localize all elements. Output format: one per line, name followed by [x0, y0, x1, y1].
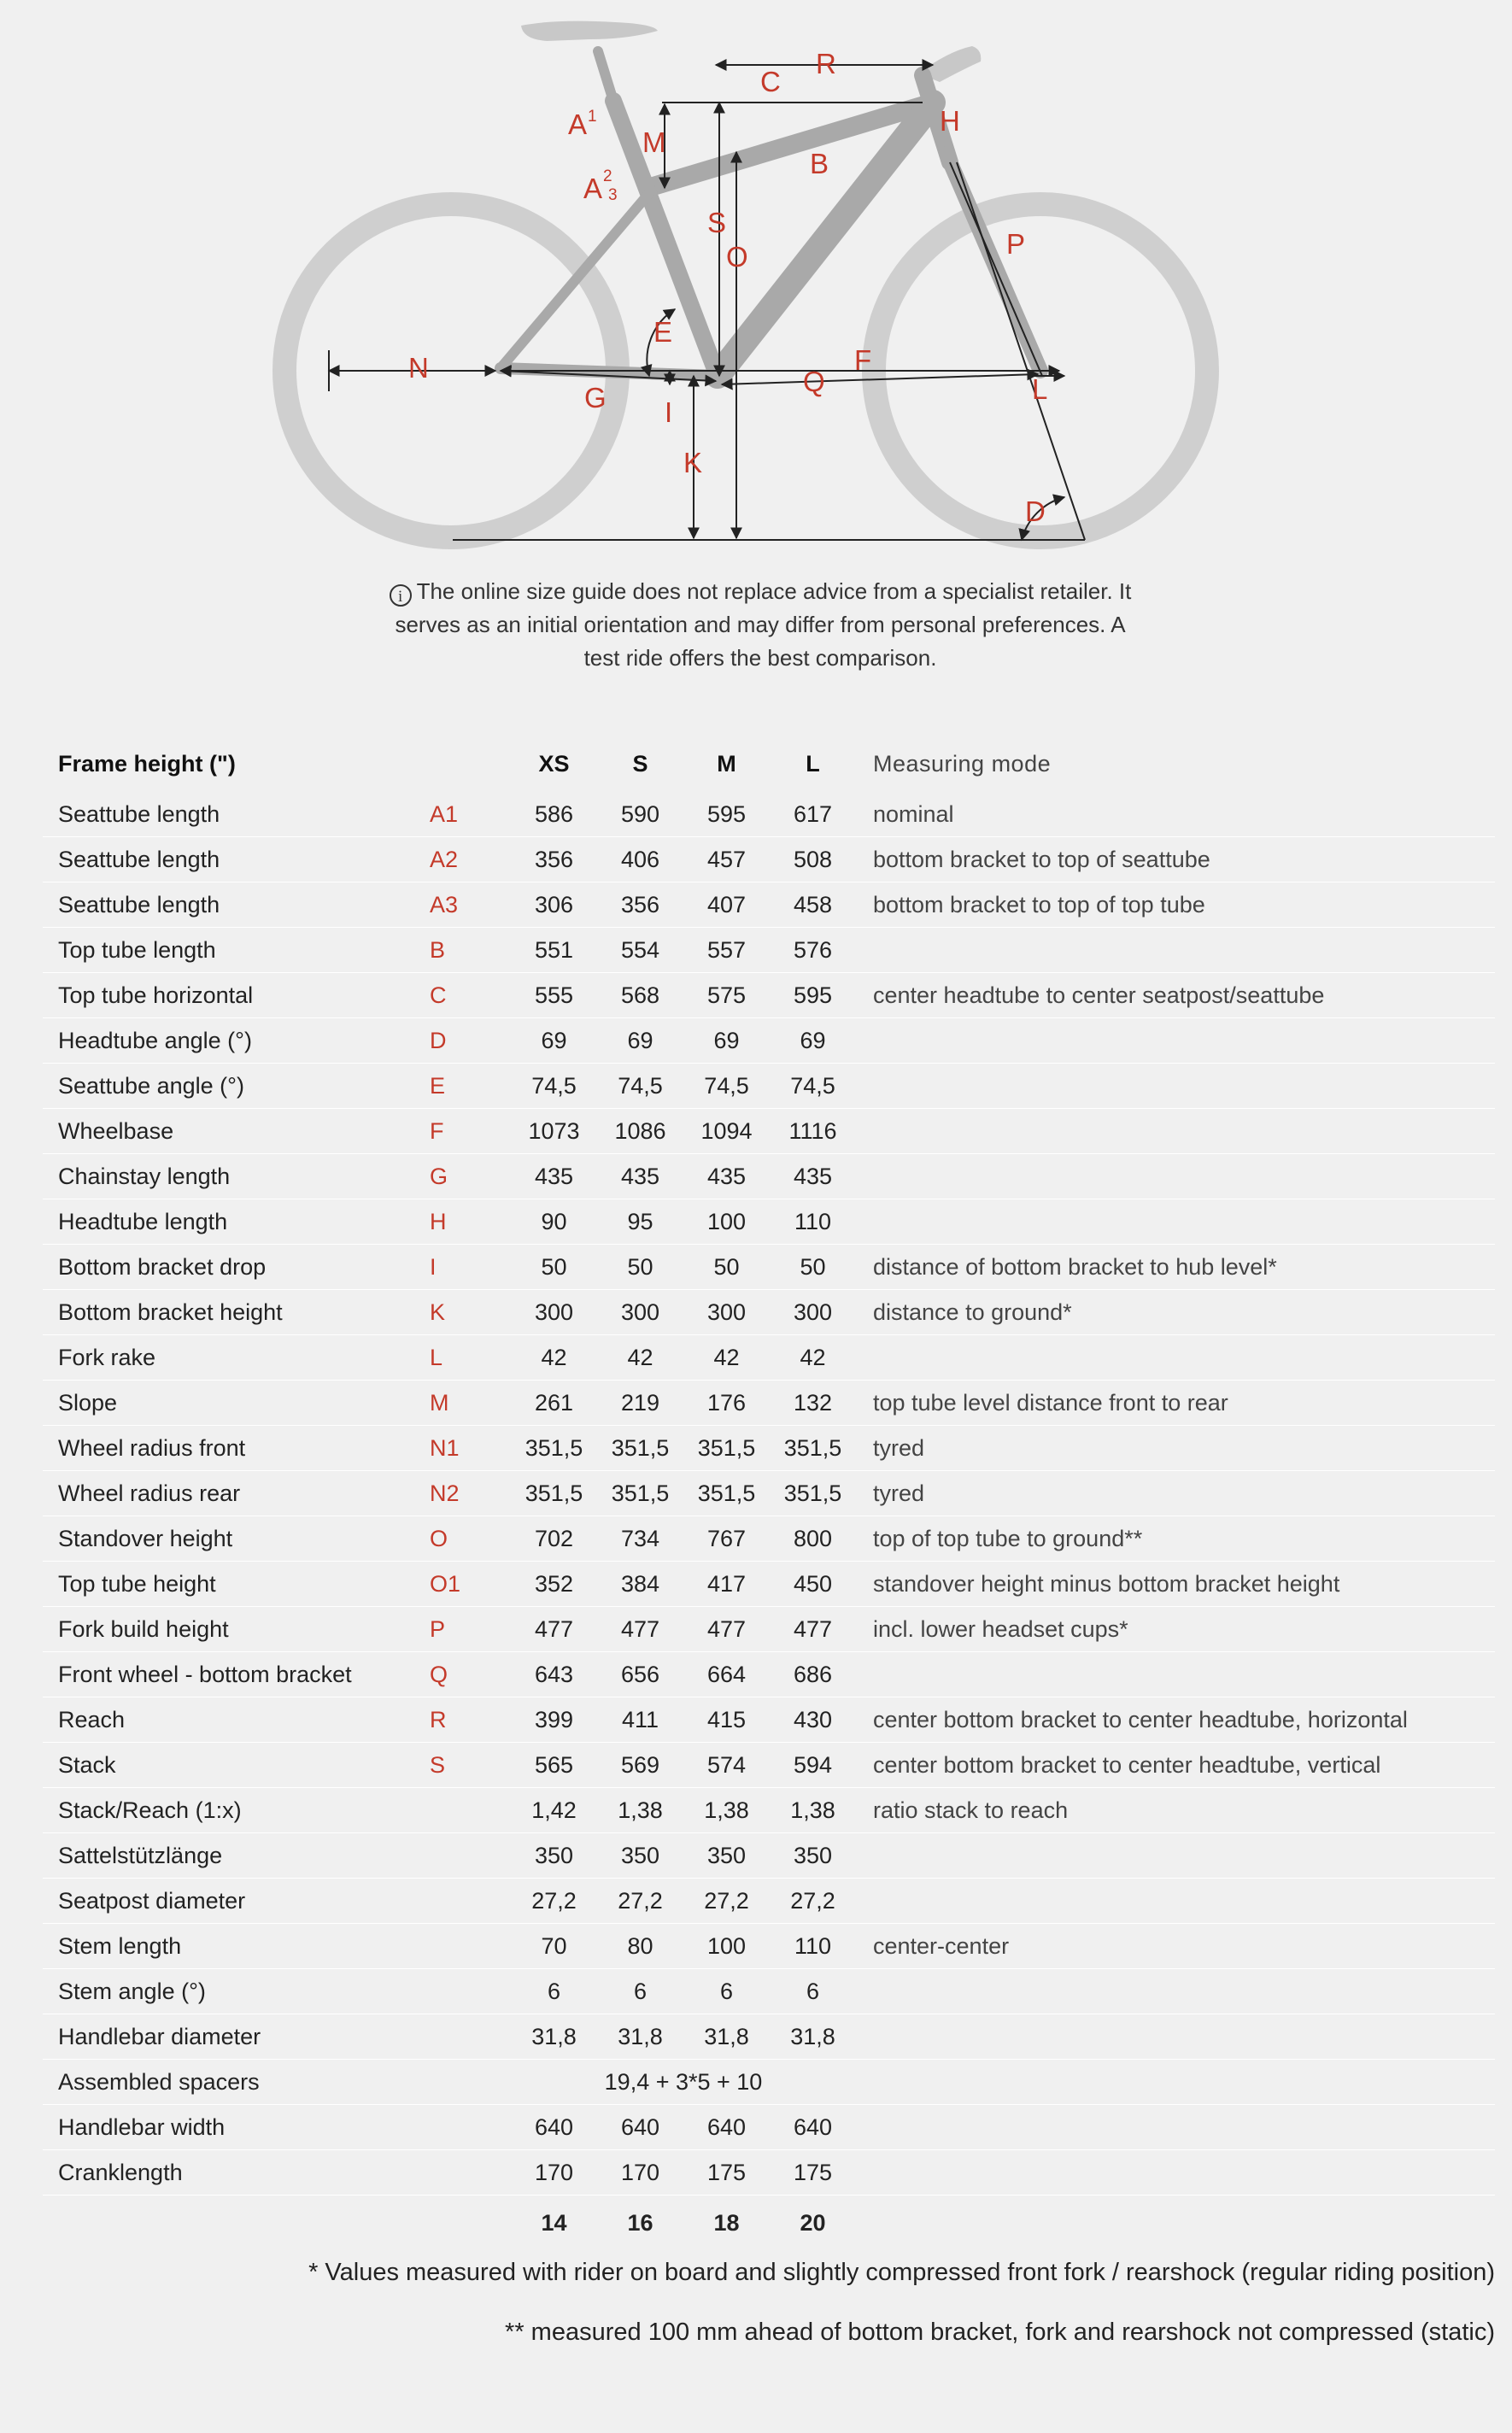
row-value-m: 50	[713, 1253, 740, 1280]
row-value-s: 590	[620, 800, 660, 827]
table-row	[43, 1154, 1495, 1199]
row-code: P	[430, 1615, 446, 1642]
table-row	[43, 1426, 1495, 1471]
row-name: Front wheel - bottom bracket	[58, 1661, 352, 1687]
table-row	[43, 1652, 1495, 1697]
label-F: F	[854, 344, 872, 376]
row-code: A3	[430, 891, 459, 918]
row-value-s: 351,5	[611, 1480, 670, 1506]
row-measuring-mode	[856, 1109, 1495, 1154]
row-value-xs: 90	[541, 1208, 567, 1234]
row-value-m: 6	[719, 1978, 734, 2004]
row-name: Fork build height	[58, 1615, 229, 1642]
row-measuring-mode	[856, 1833, 1495, 1879]
row-value-xs: 477	[534, 1615, 574, 1642]
saddle	[521, 21, 658, 41]
table-row	[43, 1199, 1495, 1245]
row-value-xs: 1073	[528, 1117, 580, 1144]
row-value-m: 407	[706, 891, 747, 918]
row-value-l: 435	[793, 1163, 833, 1189]
row-code: G	[430, 1163, 448, 1189]
row-value-s: 170	[620, 2159, 660, 2185]
row-measuring-mode	[856, 1064, 1495, 1109]
table-row	[43, 837, 1495, 882]
header-code	[430, 736, 511, 792]
row-name: Slope	[58, 1389, 118, 1416]
row-value-m: 350	[706, 1842, 747, 1868]
row-value-m: 767	[706, 1525, 747, 1551]
row-name: Wheel radius front	[58, 1434, 246, 1461]
row-measuring-mode: standover height minus bottom bracket height	[873, 1570, 1340, 1597]
table-row	[43, 1471, 1495, 1516]
row-measuring-mode	[856, 2105, 1495, 2150]
row-value-l: 42	[800, 1344, 826, 1370]
row-value-m: 27,2	[704, 1887, 749, 1914]
label-M: M	[642, 126, 666, 158]
table-row	[43, 792, 1495, 837]
row-value-xs: 435	[534, 1163, 574, 1189]
label-A23-sup2: 2	[603, 167, 612, 185]
row-code: I	[430, 1253, 437, 1280]
table-row	[43, 2105, 1495, 2150]
row-value-xs: 306	[534, 891, 574, 918]
row-value-xs: 551	[534, 936, 574, 963]
table-header-row	[43, 736, 1495, 792]
row-value-m: 351,5	[697, 1480, 756, 1506]
row-value-s: 27,2	[618, 1887, 663, 1914]
size-guide-notice	[376, 575, 1145, 675]
row-value-xs: 170	[534, 2159, 574, 2185]
row-measuring-mode: top of top tube to ground**	[873, 1525, 1143, 1551]
row-value-m: 69	[713, 1027, 740, 1053]
row-name: Stem angle (°)	[58, 1978, 206, 2004]
row-value-l: 508	[793, 846, 833, 872]
row-value-s: 640	[620, 2113, 660, 2140]
table-row	[43, 1109, 1495, 1154]
row-value-s: 569	[620, 1751, 660, 1778]
row-value-m: 1094	[700, 1117, 753, 1144]
row-value-xs: 42	[541, 1344, 567, 1370]
row-value-xs: 50	[541, 1253, 567, 1280]
label-I: I	[665, 396, 673, 428]
footer-empty-mode	[856, 2196, 1495, 2251]
table-row	[43, 1879, 1495, 1924]
row-name: Fork rake	[58, 1344, 156, 1370]
notice-text: The online size guide does not replace advice from a specialist retailer. It serves as an initial orientation and may differ from personal preferences. A test ride offers the best comparison.	[395, 578, 1132, 671]
table-row	[43, 1607, 1495, 1652]
row-value-l: 350	[793, 1842, 833, 1868]
row-value-m: 415	[706, 1706, 747, 1732]
label-C: C	[760, 66, 781, 97]
label-H: H	[940, 105, 960, 137]
row-value-xs: 351,5	[525, 1434, 583, 1461]
row-value-m: 175	[706, 2159, 747, 2185]
row-value-s: 1,38	[618, 1797, 663, 1823]
row-value-xs: 352	[534, 1570, 574, 1597]
row-name: Headtube length	[58, 1208, 228, 1234]
row-value-m: 31,8	[704, 2023, 749, 2049]
row-name: Chainstay length	[58, 1163, 231, 1189]
row-value-xs: 640	[534, 2113, 574, 2140]
label-N: N	[408, 352, 429, 384]
row-measuring-mode: tyred	[873, 1434, 925, 1461]
row-name: Top tube horizontal	[58, 982, 254, 1008]
row-measuring-mode: center-center	[873, 1932, 1010, 1959]
row-value-s: 656	[620, 1661, 660, 1687]
footer-size-l: 20	[800, 2209, 826, 2236]
table-row	[43, 2014, 1495, 2060]
table-row	[43, 1381, 1495, 1426]
table-row	[43, 882, 1495, 928]
label-P: P	[1006, 228, 1026, 260]
row-measuring-mode	[856, 2150, 1495, 2196]
header-measuring-mode: Measuring mode	[873, 750, 1052, 777]
row-value-xs: 70	[541, 1932, 567, 1959]
footnote-rider-on-board: * Values measured with rider on board and slightly compressed front fork / rearshock (regular riding position)	[308, 2259, 1495, 2286]
label-B: B	[810, 148, 829, 179]
row-name: Handlebar width	[58, 2113, 226, 2140]
row-measuring-mode: top tube level distance front to rear	[873, 1389, 1228, 1416]
row-value-s: 95	[627, 1208, 653, 1234]
row-value-s: 477	[620, 1615, 660, 1642]
row-value-m: 575	[706, 982, 747, 1008]
table-row	[43, 1245, 1495, 1290]
row-measuring-mode	[856, 1335, 1495, 1381]
row-measuring-mode	[856, 1018, 1495, 1064]
label-S: S	[707, 207, 727, 238]
row-value-xs: 565	[534, 1751, 574, 1778]
row-value-xs: 702	[534, 1525, 574, 1551]
row-measuring-mode	[856, 1652, 1495, 1697]
row-name: Assembled spacers	[58, 2068, 260, 2095]
row-value-xs: 69	[541, 1027, 567, 1053]
footer-size-xs: 14	[541, 2209, 567, 2236]
row-name: Headtube angle (°)	[58, 1027, 252, 1053]
row-name: Seatpost diameter	[58, 1887, 246, 1914]
label-A23: A	[583, 173, 603, 204]
table-row	[43, 1969, 1495, 2014]
row-span-value: 19,4 + 3*5 + 10	[604, 2068, 763, 2095]
footer-size-m: 18	[713, 2209, 740, 2236]
row-value-m: 417	[706, 1570, 747, 1597]
row-name: Seattube angle (°)	[58, 1072, 244, 1099]
row-value-l: 110	[794, 1932, 832, 1959]
row-value-m: 42	[713, 1344, 740, 1370]
label-K: K	[683, 447, 703, 478]
row-value-s: 300	[620, 1299, 660, 1325]
row-code: R	[430, 1706, 447, 1732]
row-measuring-mode: nominal	[873, 800, 954, 827]
row-measuring-mode: bottom bracket to top of seattube	[873, 846, 1210, 872]
row-value-s: 6	[633, 1978, 648, 2004]
row-code	[430, 2060, 511, 2105]
row-code: O	[430, 1525, 448, 1551]
label-R: R	[816, 48, 836, 79]
row-value-s: 351,5	[611, 1434, 670, 1461]
row-code: N1	[430, 1434, 460, 1461]
row-code	[430, 2105, 511, 2150]
table-row	[43, 1290, 1495, 1335]
row-value-xs: 31,8	[531, 2023, 577, 2049]
row-code	[430, 1969, 511, 2014]
row-code: D	[430, 1027, 447, 1053]
row-value-l: 69	[800, 1027, 826, 1053]
row-code	[430, 1879, 511, 1924]
row-value-l: 595	[793, 982, 833, 1008]
row-value-s: 435	[620, 1163, 660, 1189]
row-value-l: 576	[793, 936, 833, 963]
row-measuring-mode: ratio stack to reach	[873, 1797, 1069, 1823]
table-row	[43, 1743, 1495, 1788]
footer-empty-code	[430, 2196, 511, 2251]
row-name: Top tube height	[58, 1570, 216, 1597]
label-Q: Q	[803, 366, 825, 397]
row-value-l: 800	[793, 1525, 833, 1551]
row-code	[430, 1833, 511, 1879]
table-row	[43, 1562, 1495, 1607]
row-value-xs: 586	[534, 800, 574, 827]
table-row	[43, 1788, 1495, 1833]
row-value-xs: 1,42	[531, 1797, 577, 1823]
row-code: F	[430, 1117, 444, 1144]
row-value-l: 594	[793, 1751, 833, 1778]
row-code	[430, 2150, 511, 2196]
row-code: O1	[430, 1570, 461, 1597]
row-code: A1	[430, 800, 459, 827]
row-measuring-mode: bottom bracket to top of top tube	[873, 891, 1205, 918]
row-value-xs: 356	[534, 846, 574, 872]
row-value-m: 640	[706, 2113, 747, 2140]
row-name: Wheel radius rear	[58, 1480, 241, 1506]
row-value-l: 617	[793, 800, 833, 827]
row-value-l: 31,8	[790, 2023, 835, 2049]
row-measuring-mode: incl. lower headset cups*	[873, 1615, 1128, 1642]
row-value-xs: 351,5	[525, 1480, 583, 1506]
row-code	[430, 2014, 511, 2060]
row-name: Cranklength	[58, 2159, 183, 2185]
row-code: Q	[430, 1661, 448, 1687]
row-name: Standover height	[58, 1525, 233, 1551]
table-row	[43, 1064, 1495, 1109]
row-value-s: 74,5	[618, 1072, 663, 1099]
row-value-s: 384	[620, 1570, 660, 1597]
row-measuring-mode: tyred	[873, 1480, 925, 1506]
table-row	[43, 1924, 1495, 1969]
row-value-m: 595	[706, 800, 747, 827]
row-value-m: 1,38	[704, 1797, 749, 1823]
row-value-s: 42	[627, 1344, 653, 1370]
row-value-s: 734	[620, 1525, 660, 1551]
row-measuring-mode	[856, 2014, 1495, 2060]
row-name: Stack	[58, 1751, 116, 1778]
row-value-s: 80	[627, 1932, 653, 1959]
row-value-xs: 399	[534, 1706, 574, 1732]
row-value-m: 435	[706, 1163, 747, 1189]
row-code: E	[430, 1072, 446, 1099]
row-measuring-mode: center bottom bracket to center headtube, horizontal	[873, 1706, 1408, 1732]
row-value-s: 350	[620, 1842, 660, 1868]
header-frame-height: Frame height (")	[58, 750, 236, 777]
row-measuring-mode: distance to ground*	[873, 1299, 1072, 1325]
row-measuring-mode	[856, 2060, 1495, 2105]
geometry-table	[43, 736, 1495, 2250]
row-measuring-mode: distance of bottom bracket to hub level*	[873, 1253, 1277, 1280]
row-value-s: 219	[620, 1389, 660, 1416]
row-code: H	[430, 1208, 447, 1234]
row-value-m: 100	[706, 1208, 747, 1234]
row-name: Reach	[58, 1706, 126, 1732]
footer-size-s: 16	[627, 2209, 653, 2236]
row-measuring-mode	[856, 1969, 1495, 2014]
row-name: Wheelbase	[58, 1117, 174, 1144]
row-value-s: 31,8	[618, 2023, 663, 2049]
row-value-l: 110	[794, 1208, 832, 1234]
row-value-m: 176	[706, 1389, 747, 1416]
row-name: Stem length	[58, 1932, 182, 1959]
row-value-xs: 27,2	[531, 1887, 577, 1914]
row-value-xs: 643	[534, 1661, 574, 1687]
row-value-l: 50	[800, 1253, 826, 1280]
row-code: B	[430, 936, 446, 963]
label-A1: A	[568, 108, 588, 140]
table-row	[43, 1018, 1495, 1064]
row-name: Top tube length	[58, 936, 216, 963]
header-size-xs: XS	[538, 750, 570, 777]
row-measuring-mode	[856, 1154, 1495, 1199]
row-name: Stack/Reach (1:x)	[58, 1797, 242, 1823]
row-value-s: 406	[620, 846, 660, 872]
row-code	[430, 1788, 511, 1833]
row-value-m: 557	[706, 936, 747, 963]
row-value-l: 1116	[788, 1117, 837, 1144]
table-row	[43, 2150, 1495, 2196]
row-measuring-mode: center bottom bracket to center headtube, vertical	[873, 1751, 1381, 1778]
row-value-l: 686	[793, 1661, 833, 1687]
row-value-s: 356	[620, 891, 660, 918]
row-name: Bottom bracket height	[58, 1299, 283, 1325]
table-row	[43, 1833, 1495, 1879]
row-measuring-mode	[856, 1879, 1495, 1924]
label-E: E	[653, 316, 673, 348]
row-name: Handlebar diameter	[58, 2023, 261, 2049]
row-value-xs: 6	[547, 1978, 561, 2004]
info-icon: i	[390, 584, 412, 607]
row-value-xs: 350	[534, 1842, 574, 1868]
row-value-m: 74,5	[704, 1072, 749, 1099]
table-row	[43, 1516, 1495, 1562]
table-row	[43, 2060, 1495, 2105]
row-name: Sattelstützlänge	[58, 1842, 223, 1868]
row-value-l: 27,2	[790, 1887, 835, 1914]
row-value-s: 1086	[614, 1117, 666, 1144]
row-name: Seattube length	[58, 800, 220, 827]
footnote-static-measure: ** measured 100 mm ahead of bottom bracket, fork and rearshock not compressed (static)	[505, 2319, 1495, 2346]
row-value-l: 450	[793, 1570, 833, 1597]
row-value-l: 477	[793, 1615, 833, 1642]
row-name: Seattube length	[58, 846, 220, 872]
row-value-xs: 261	[534, 1389, 574, 1416]
row-code	[430, 1924, 511, 1969]
table-footer-row	[43, 2196, 1495, 2251]
row-code: M	[430, 1389, 449, 1416]
row-code: S	[430, 1751, 446, 1778]
header-size-l: L	[806, 750, 820, 777]
row-value-s: 554	[620, 936, 660, 963]
row-value-m: 100	[706, 1932, 747, 1959]
measurement-lines	[329, 65, 1085, 540]
row-name: Bottom bracket drop	[58, 1253, 267, 1280]
row-code: C	[430, 982, 447, 1008]
row-measuring-mode: center headtube to center seatpost/seattube	[873, 982, 1325, 1008]
row-value-s: 568	[620, 982, 660, 1008]
row-value-l: 300	[793, 1299, 833, 1325]
row-value-l: 132	[793, 1389, 833, 1416]
table-row	[43, 1697, 1495, 1743]
row-value-l: 458	[793, 891, 833, 918]
footer-empty	[43, 2196, 430, 2251]
label-L: L	[1032, 373, 1048, 405]
row-value-m: 457	[706, 846, 747, 872]
row-value-l: 175	[793, 2159, 833, 2185]
label-A1-sup: 1	[588, 108, 597, 126]
label-D: D	[1025, 495, 1046, 527]
row-value-xs: 74,5	[531, 1072, 577, 1099]
row-value-l: 1,38	[790, 1797, 835, 1823]
row-measuring-mode	[856, 928, 1495, 973]
row-value-s: 69	[627, 1027, 653, 1053]
row-code: L	[430, 1344, 443, 1370]
row-value-l: 640	[793, 2113, 833, 2140]
row-value-l: 351,5	[783, 1434, 842, 1461]
row-name: Seattube length	[58, 891, 220, 918]
label-A23-sup3: 3	[608, 186, 618, 204]
row-value-xs: 300	[534, 1299, 574, 1325]
row-value-m: 574	[706, 1751, 747, 1778]
bike-geometry-diagram	[0, 0, 1512, 555]
table-body	[43, 792, 1495, 2196]
row-code: K	[430, 1299, 446, 1325]
row-value-l: 74,5	[790, 1072, 835, 1099]
row-measuring-mode	[856, 1199, 1495, 1245]
header-size-s: S	[632, 750, 648, 777]
table-row	[43, 973, 1495, 1018]
row-value-xs: 555	[534, 982, 574, 1008]
row-value-m: 351,5	[697, 1434, 756, 1461]
table-row	[43, 928, 1495, 973]
table-row	[43, 1335, 1495, 1381]
row-value-s: 50	[627, 1253, 653, 1280]
row-value-l: 351,5	[783, 1480, 842, 1506]
header-size-m: M	[717, 750, 736, 777]
row-value-m: 300	[706, 1299, 747, 1325]
label-G: G	[584, 382, 607, 413]
label-O: O	[726, 241, 748, 273]
row-value-m: 664	[706, 1661, 747, 1687]
row-value-m: 477	[706, 1615, 747, 1642]
row-code: N2	[430, 1480, 460, 1506]
row-value-l: 6	[806, 1978, 820, 2004]
row-value-s: 411	[621, 1706, 659, 1732]
row-value-l: 430	[793, 1706, 833, 1732]
row-code: A2	[430, 846, 459, 872]
